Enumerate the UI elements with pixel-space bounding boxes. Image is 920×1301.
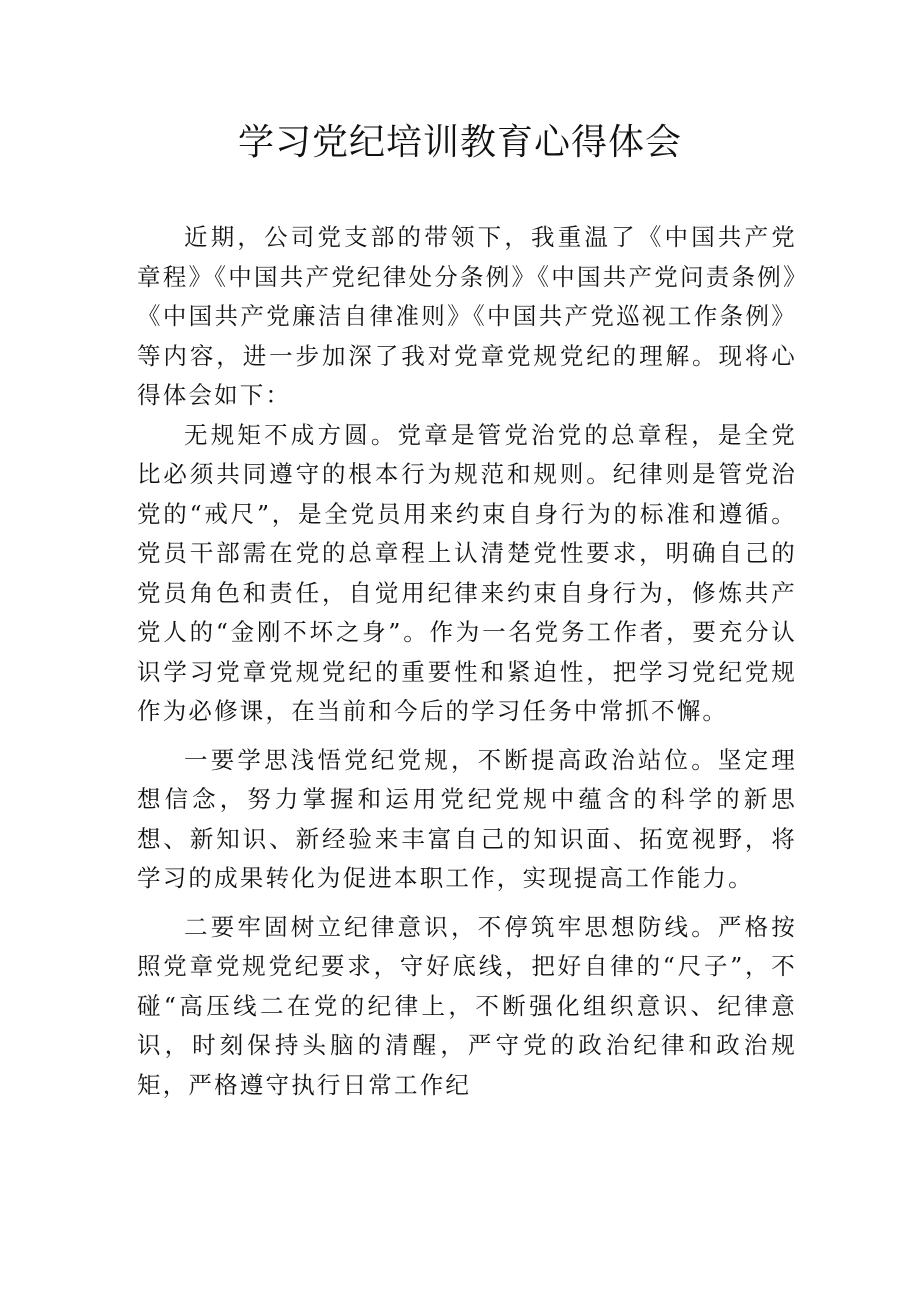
document-body xyxy=(137,218,797,1105)
paragraph-point-two: 二要牢固树立纪律意识，不停筑牢思想防线。严格按照党章党规党纪要求，守好底线，把好自律的“尺子”，不碰“高压线二在党的纪律上，不断强化组织意识、纪律意识，时刻保持头脑的清醒，严守党的政治纪律和政治规矩，严格遵守执行日常工作纪 xyxy=(137,912,797,1099)
paragraph-point-one: 一要学思浅悟党纪党规，不断提高政治站位。坚定理想信念，努力掌握和运用党纪党规中蕴含的科学的新思想、新知识、新经验来丰富自己的知识面、拓宽视野，将学习的成果转化为促进本职工作，实现提高工作能力。 xyxy=(137,745,797,892)
paragraph-intro: 近期，公司党支部的带领下，我重温了《中国共产党章程》《中国共产党纪律处分条例》《中国共产党问责条例》《中国共产党廉洁自律准则》《中国共产党巡视工作条例》等内容，进一步加深了我对党章党规党纪的理解。现将心得体会如下： xyxy=(137,223,797,409)
paragraph-rules: 无规矩不成方圆。党章是管党治党的总章程，是全党比必须共同遵守的根本行为规范和规则。纪律则是管党治党的“戒尺”，是全党员用来约束自身行为的标准和遵循。党员干部需在党的总章程上认清楚党性要求，明确自己的党员角色和责任，自觉用纪律来约束自身行为，修炼共产党人的“金刚不坏之身”。作为一名党务工作者，要充分认识学习党章党规党纪的重要性和紧迫性，把学习党纪党规作为必修课，在当前和今后的学习任务中常抓不懈。 xyxy=(137,420,797,725)
document-title: 学习党纪培训教育心得体会 xyxy=(237,122,682,163)
